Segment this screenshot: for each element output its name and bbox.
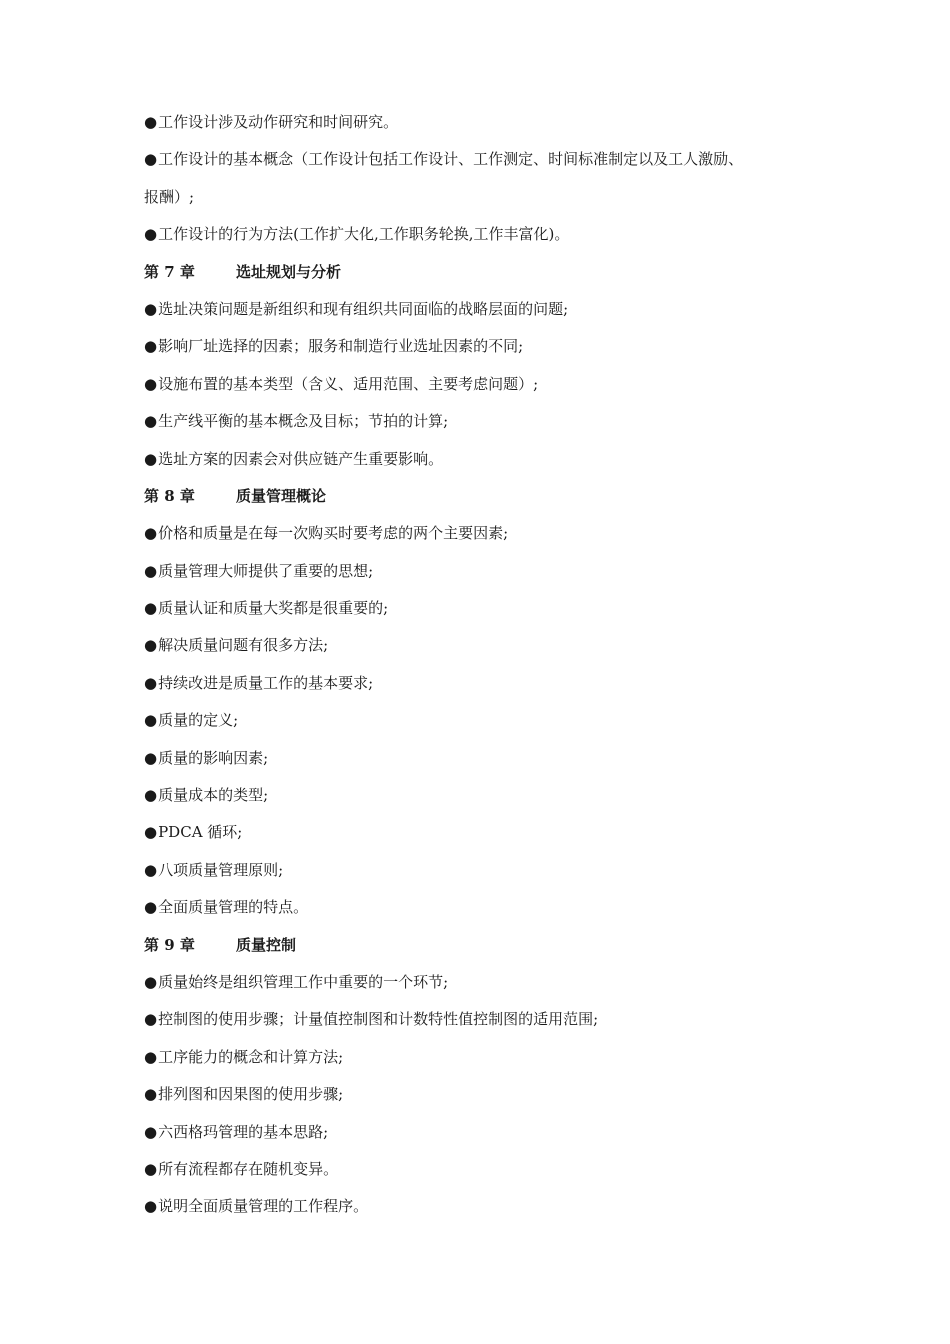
bullet-icon: ● — [144, 449, 158, 468]
bullet-icon: ● — [144, 1010, 158, 1029]
bullet-icon: ● — [144, 972, 158, 991]
bullet-icon: ● — [144, 374, 158, 393]
list-item-text: 说明全面质量管理的工作程序。 — [158, 1197, 369, 1216]
list-item — [144, 141, 824, 178]
list-item — [144, 1114, 824, 1151]
list-item — [144, 553, 824, 590]
bullet-icon: ● — [144, 299, 158, 318]
bullet-icon: ● — [144, 337, 158, 356]
chapter-title: 选址规划与分析 — [236, 262, 342, 281]
document-page — [144, 104, 824, 1226]
list-item — [144, 403, 824, 440]
list-item-text: 所有流程都存在随机变异。 — [158, 1159, 339, 1178]
list-item — [144, 1151, 824, 1188]
bullet-icon: ● — [144, 636, 158, 655]
list-item-text: 影响厂址选择的因素；服务和制造行业选址因素的不同; — [158, 337, 524, 356]
list-item — [144, 1076, 824, 1113]
bullet-icon: ● — [144, 711, 158, 730]
list-item-text: PDCA 循环; — [158, 823, 243, 842]
list-item-text: 选址方案的因素会对供应链产生重要影响。 — [158, 449, 444, 468]
chapter-heading — [144, 254, 824, 291]
list-item — [144, 814, 824, 851]
chapter-number: 第 8 章 — [144, 486, 195, 505]
list-item-text: 质量的定义; — [158, 711, 239, 730]
list-item-text: 排列图和因果图的使用步骤; — [158, 1085, 344, 1104]
bullet-icon: ● — [144, 1159, 158, 1178]
list-item-text: 报酬）; — [144, 187, 195, 206]
list-item — [144, 104, 824, 141]
list-item — [144, 216, 824, 253]
bullet-icon: ● — [144, 860, 158, 879]
bullet-icon: ● — [144, 823, 158, 842]
list-item — [144, 590, 824, 627]
chapter-heading — [144, 927, 824, 964]
list-item-text: 质量始终是组织管理工作中重要的一个环节; — [158, 972, 449, 991]
list-item — [144, 702, 824, 739]
list-item — [144, 291, 824, 328]
bullet-icon: ● — [144, 1122, 158, 1141]
bullet-icon: ● — [144, 150, 158, 169]
list-item — [144, 515, 824, 552]
bullet-icon: ● — [144, 898, 158, 917]
list-item-text: 选址决策问题是新组织和现有组织共同面临的战略层面的问题; — [158, 299, 569, 318]
chapter-title: 质量管理概论 — [236, 486, 327, 505]
list-item-text: 工序能力的概念和计算方法; — [158, 1047, 344, 1066]
list-item-text: 质量认证和质量大奖都是很重要的; — [158, 599, 389, 618]
list-item-text: 生产线平衡的基本概念及目标；节拍的计算; — [158, 412, 449, 431]
list-item-text: 价格和质量是在每一次购买时要考虑的两个主要因素; — [158, 524, 509, 543]
list-item — [144, 740, 824, 777]
list-item-text: 质量成本的类型; — [158, 786, 269, 805]
list-item-text: 八项质量管理原则; — [158, 860, 284, 879]
list-item-text: 解决质量问题有很多方法; — [158, 636, 329, 655]
bullet-icon: ● — [144, 673, 158, 692]
list-item — [144, 1188, 824, 1225]
list-item-text: 持续改进是质量工作的基本要求; — [158, 673, 374, 692]
bullet-icon: ● — [144, 524, 158, 543]
chapter-title: 质量控制 — [236, 935, 297, 954]
bullet-icon: ● — [144, 412, 158, 431]
list-item — [144, 777, 824, 814]
bullet-icon: ● — [144, 1197, 158, 1216]
bullet-icon: ● — [144, 113, 158, 131]
list-item — [144, 852, 824, 889]
list-item — [144, 1039, 824, 1076]
list-item-text: 控制图的使用步骤；计量值控制图和计数特性值控制图的适用范围; — [158, 1010, 599, 1029]
bullet-icon: ● — [144, 599, 158, 618]
list-item — [144, 328, 824, 365]
list-item-text: 全面质量管理的特点。 — [158, 898, 309, 917]
chapter-number: 第 7 章 — [144, 262, 195, 281]
list-item-text: 工作设计的行为方法(工作扩大化,工作职务轮换,工作丰富化)。 — [158, 225, 570, 244]
chapter-number: 第 9 章 — [144, 935, 195, 954]
list-item-text: 设施布置的基本类型（含义、适用范围、主要考虑问题）; — [158, 374, 539, 393]
list-item-text: 六西格玛管理的基本思路; — [158, 1122, 329, 1141]
list-item-continuation — [144, 179, 824, 216]
list-item — [144, 889, 824, 926]
list-item-text: 质量管理大师提供了重要的思想; — [158, 561, 374, 580]
list-item — [144, 964, 824, 1001]
list-item — [144, 366, 824, 403]
bullet-icon: ● — [144, 225, 158, 244]
list-item — [144, 627, 824, 664]
list-item — [144, 1001, 824, 1038]
list-item-text: 工作设计的基本概念（工作设计包括工作设计、工作测定、时间标准制定以及工人激励、 — [158, 150, 744, 169]
list-item-text: 工作设计涉及动作研究和时间研究。 — [158, 113, 399, 131]
list-item-text: 质量的影响因素; — [158, 748, 269, 767]
chapter-heading — [144, 478, 824, 515]
bullet-icon: ● — [144, 786, 158, 805]
bullet-icon: ● — [144, 1085, 158, 1104]
bullet-icon: ● — [144, 561, 158, 580]
list-item — [144, 441, 824, 478]
bullet-icon: ● — [144, 1047, 158, 1066]
bullet-icon: ● — [144, 748, 158, 767]
list-item — [144, 665, 824, 702]
